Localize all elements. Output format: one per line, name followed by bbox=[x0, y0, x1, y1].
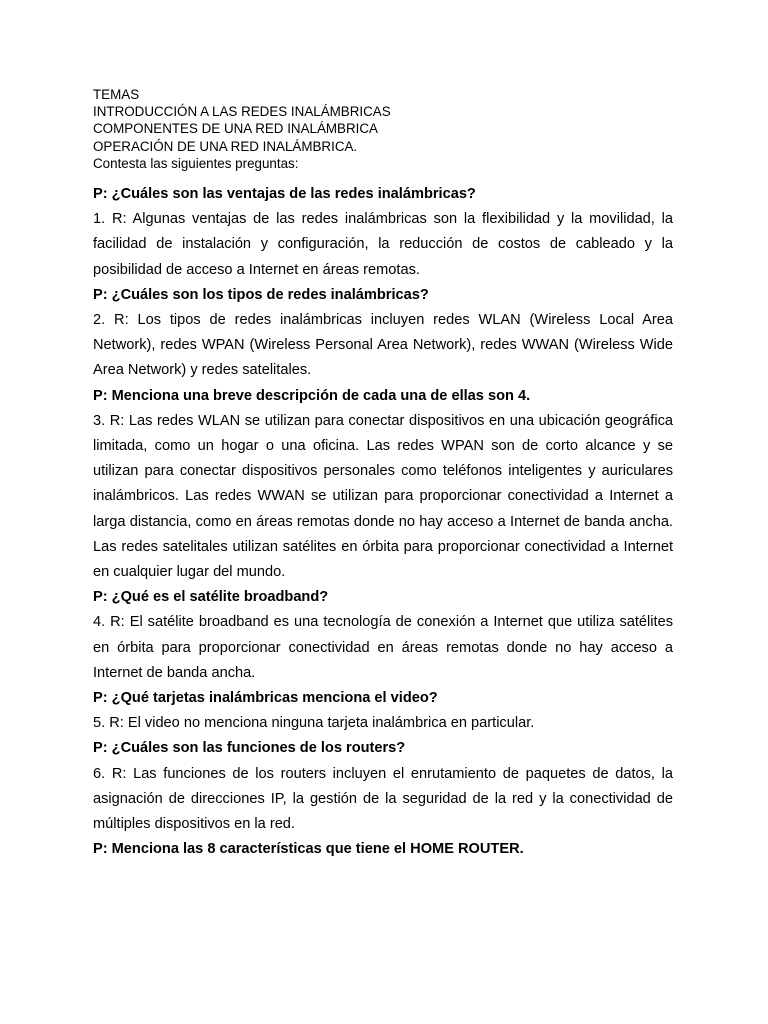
question-2: P: ¿Cuáles son los tipos de redes inalámbricas? bbox=[93, 286, 429, 303]
answer-1: 1. R: Algunas ventajas de las redes inalámbricas son la flexibilidad y la movilidad, la facilidad de instalación y configuración, la reducción de costos de cableado y la posibilidad de acceso a Internet en áreas remotas. bbox=[93, 211, 673, 278]
question-1: P: ¿Cuáles son las ventajas de las redes inalámbricas? bbox=[93, 186, 476, 203]
header-line-intro: INTRODUCCIÓN A LAS REDES INALÁMBRICAS bbox=[93, 104, 391, 120]
document-header bbox=[93, 86, 673, 172]
question-6: P: ¿Cuáles son las funciones de los routers? bbox=[93, 740, 406, 757]
document-page bbox=[93, 86, 673, 863]
header-line-instructions: Contesta las siguientes preguntas: bbox=[93, 155, 299, 171]
question-5: P: ¿Qué tarjetas inalámbricas menciona el video? bbox=[93, 690, 438, 707]
header-line-topics: TEMAS bbox=[93, 87, 140, 102]
question-3: P: Menciona una breve descripción de cada una de ellas son 4. bbox=[93, 387, 531, 404]
answer-6: 6. R: Las funciones de los routers incluyen el enrutamiento de paquetes de datos, la asignación de direcciones IP, la gestión de la seguridad de la red y la conectividad de múltiples dispositivos en la red. bbox=[93, 765, 673, 833]
question-answer-list bbox=[93, 182, 673, 862]
header-line-operation: OPERACIÓN DE UNA RED INALÁMBRICA. bbox=[93, 138, 358, 154]
question-7: P: Menciona las 8 características que tiene el HOME ROUTER. bbox=[93, 841, 524, 858]
answer-2: 2. R: Los tipos de redes inalámbricas incluyen redes WLAN (Wireless Local Area Network), redes WPAN (Wireless Personal Area Network), redes WWAN (Wireless Wide Area Network) y redes satelitales. bbox=[93, 312, 673, 379]
answer-3: 3. R: Las redes WLAN se utilizan para conectar dispositivos en una ubicación geográfica limitada, como un hogar o una oficina. Las redes WPAN son de corto alcance y se utilizan para conectar dispositivos personales como teléfonos inteligentes y auriculares inalámbricos. Las redes WWAN se utilizan para proporcionar conectividad a Internet a larga distancia, como en áreas remotas donde no hay acceso a Internet de banda ancha. Las redes satelitales utilizan satélites en órbita para proporcionar conectividad a Internet en cualquier lugar del mundo. bbox=[93, 412, 673, 581]
answer-4: 4. R: El satélite broadband es una tecnología de conexión a Internet que utiliza satélites en órbita para proporcionar conectividad en áreas remotas donde no hay acceso a Internet de banda ancha. bbox=[93, 614, 673, 681]
answer-5: 5. R: El video no menciona ninguna tarjeta inalámbrica en particular. bbox=[93, 715, 535, 732]
header-line-components: COMPONENTES DE UNA RED INALÁMBRICA bbox=[93, 121, 378, 137]
question-4: P: ¿Qué es el satélite broadband? bbox=[93, 589, 329, 606]
